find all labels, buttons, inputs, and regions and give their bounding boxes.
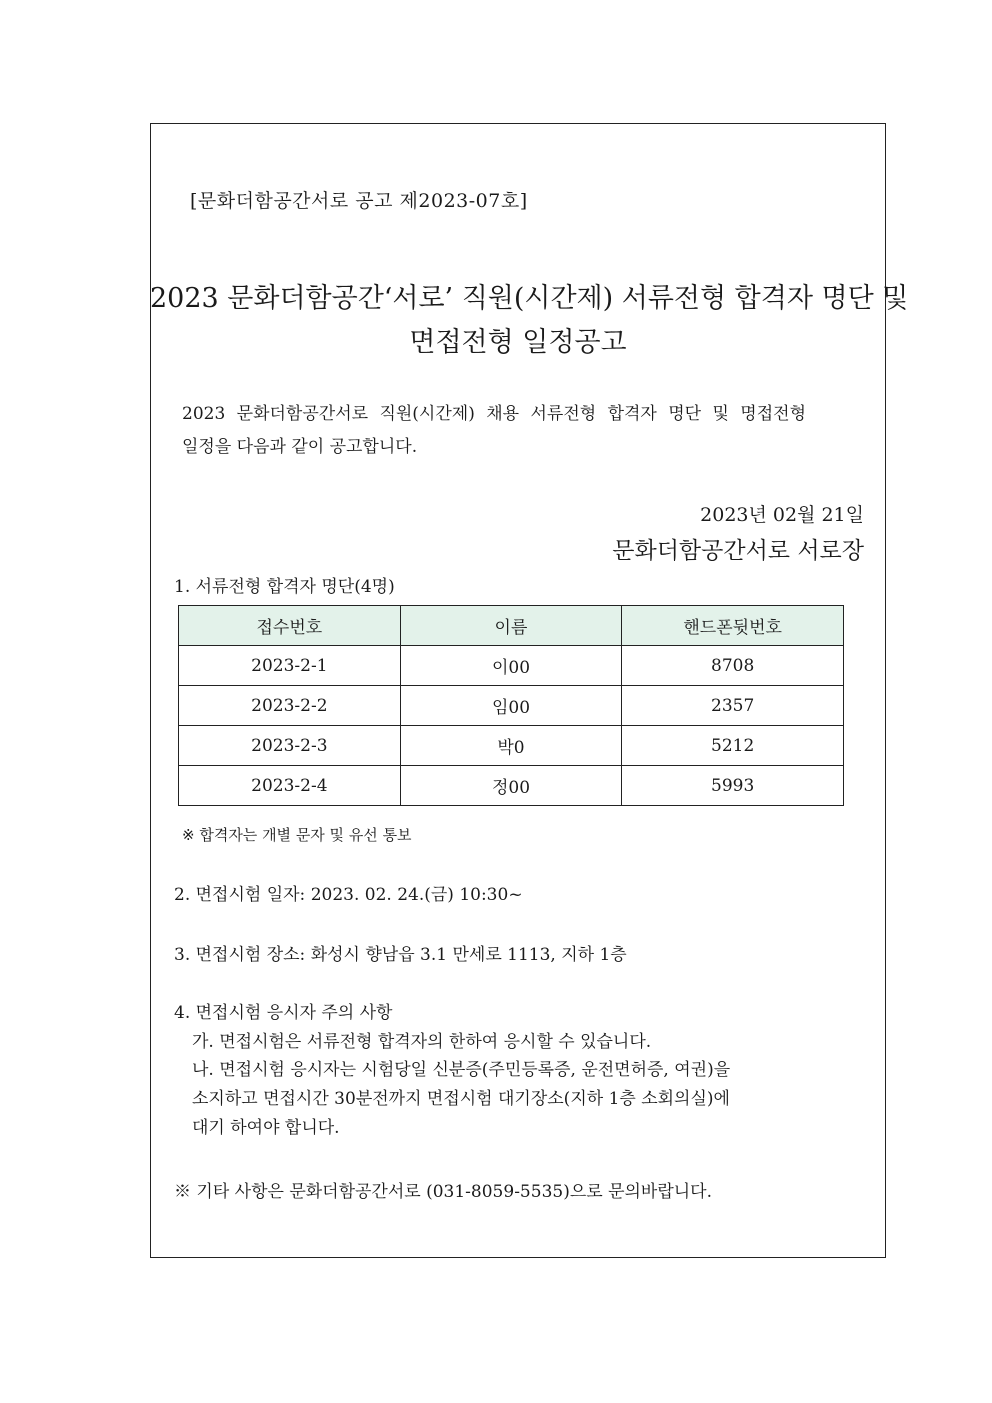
cell-receipt-number: 2023-2-2 — [179, 686, 401, 726]
notice-number: [문화더함공간서로 공고 제2023-07호] — [190, 190, 528, 212]
cell-phone-last-digits: 2357 — [622, 686, 844, 726]
section-4-item-b-line-3: 대기 하여야 합니다. — [192, 1118, 340, 1138]
intro-line-1: 2023 문화더함공간서로 직원(시간제) 채용 서류전형 합격자 명단 및 명접전형 — [182, 404, 806, 424]
section-3-interview-location: 3. 면접시험 장소: 화성시 향남읍 3.1 만세로 1113, 지하 1층 — [174, 945, 627, 965]
notice-signer: 문화더함공간서로 서로장 — [612, 538, 864, 564]
cell-phone-last-digits: 8708 — [622, 646, 844, 686]
column-header-phone-last-digits: 핸드폰뒷번호 — [622, 606, 844, 646]
table-row — [179, 646, 844, 686]
intro-line-2: 일정을 다음과 같이 공고합니다. — [182, 437, 418, 457]
column-header-name: 이름 — [400, 606, 622, 646]
cell-receipt-number: 2023-2-3 — [179, 726, 401, 766]
table-header-row — [179, 606, 844, 646]
table-row — [179, 766, 844, 806]
table-row — [179, 686, 844, 726]
passers-table — [178, 605, 844, 806]
table-row — [179, 726, 844, 766]
section-2-interview-date: 2. 면접시험 일자: 2023. 02. 24.(금) 10:30~ — [174, 885, 523, 905]
section-4-item-a: 가. 면접시험은 서류전형 합격자의 한하여 응시할 수 있습니다. — [192, 1032, 652, 1052]
section-4-item-b-line-1: 나. 면접시험 응시자는 시험당일 신분증(주민등록증, 운전면허증, 여권)을 — [192, 1060, 731, 1080]
section-4-item-b-line-2: 소지하고 면접시간 30분전까지 면접시험 대기장소(지하 1층 소회의실)에 — [192, 1089, 730, 1109]
cell-name: 박0 — [400, 726, 622, 766]
page-title-line-1: 2023 문화더함공간‘서로’ 직원(시간제) 서류전형 합격자 명단 및 — [150, 283, 909, 314]
page-title-line-2: 면접전형 일정공고 — [409, 327, 627, 358]
contact-note: ※ 기타 사항은 문화더함공간서로 (031-8059-5535)으로 문의바랍니다. — [174, 1182, 713, 1202]
cell-name: 이00 — [400, 646, 622, 686]
cell-name: 정00 — [400, 766, 622, 806]
cell-phone-last-digits: 5212 — [622, 726, 844, 766]
cell-phone-last-digits: 5993 — [622, 766, 844, 806]
cell-receipt-number: 2023-2-1 — [179, 646, 401, 686]
section-1-heading: 1. 서류전형 합격자 명단(4명) — [174, 577, 395, 597]
passers-notification-note: ※ 합격자는 개별 문자 및 유선 통보 — [182, 826, 412, 844]
cell-receipt-number: 2023-2-4 — [179, 766, 401, 806]
section-4-heading: 4. 면접시험 응시자 주의 사항 — [174, 1003, 393, 1023]
cell-name: 임00 — [400, 686, 622, 726]
column-header-receipt-number: 접수번호 — [179, 606, 401, 646]
notice-date: 2023년 02월 21일 — [700, 504, 864, 526]
